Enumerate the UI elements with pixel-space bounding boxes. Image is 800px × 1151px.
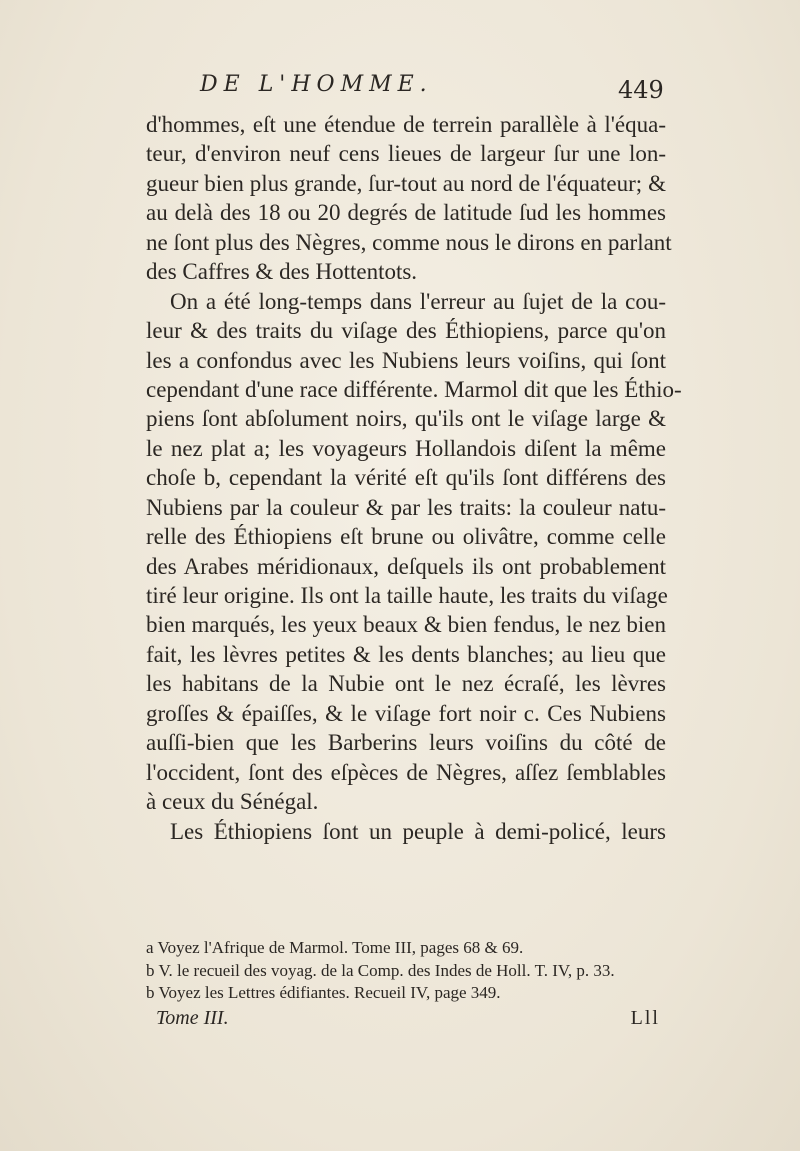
footnotes (146, 937, 666, 1030)
text-line: choſe b, cependant la vérité eſt qu'ils ſont différens des (146, 465, 666, 491)
footnote-b: b V. le recueil des voyag. de la Comp. des Indes de Holl. T. IV, p. 33. (146, 960, 615, 980)
running-head (200, 72, 664, 108)
text-line: fait, les lèvres petites & les dents blanches; au lieu que (146, 641, 666, 667)
text-line: groſſes & épaiſſes, & le viſage fort noir c. Ces Nubiens (146, 700, 666, 726)
text-line: à ceux du Sénégal. (146, 789, 319, 815)
text-line: piens ſont abſolument noirs, qu'ils ont le viſage large & (146, 406, 666, 432)
text-line: des Caffres & des Hottentots. (146, 259, 418, 285)
gathering-mark: Lll (630, 1006, 660, 1029)
text-line: bien marqués, les yeux beaux & bien fendus, le nez bien (146, 612, 666, 638)
text-line: les habitans de la Nubie ont le nez écraſé, les lèvres (146, 671, 666, 697)
text-line: Les Éthiopiens ſont un peuple à demi-policé, leurs (170, 818, 666, 844)
text-line: Nubiens par la couleur & par les traits: la couleur natu- (146, 494, 666, 520)
text-line: des Arabes méridionaux, deſquels ils ont probablement (146, 553, 666, 579)
text-line: le nez plat a; les voyageurs Hollandois diſent la même (146, 435, 666, 461)
text-line: auſſi-bien que les Barberins leurs voiſins du côté de (146, 730, 666, 756)
page-number: 449 (618, 76, 664, 104)
text-line: au delà des 18 ou 20 degrés de latitude ſud les hommes (146, 200, 666, 226)
text-line: leur & des traits du viſage des Éthiopiens, parce qu'on (146, 318, 666, 344)
text-line: teur, d'environ neuf cens lieues de largeur ſur une lon- (146, 141, 666, 167)
text-line: les a confondus avec les Nubiens leurs voiſins, qui ſont (146, 347, 666, 373)
text-line: relle des Éthiopiens eſt brune ou olivâtre, comme celle (146, 524, 666, 550)
running-title: DE L'HOMME. (200, 72, 433, 97)
footnote-a: a Voyez l'Afrique de Marmol. Tome III, pages 68 & 69. (146, 938, 524, 957)
volume-signature: Tome III. (156, 1006, 229, 1029)
text-line: On a été long-temps dans l'erreur au ſujet de la cou- (170, 288, 666, 314)
body-text (146, 110, 682, 846)
footnote-c: b Voyez les Lettres édifiantes. Recueil IV, page 349. (146, 983, 501, 1002)
text-line: l'occident, ſont des eſpèces de Nègres, aſſez ſemblables (146, 759, 666, 785)
text-line: tiré leur origine. Ils ont la taille haute, les traits du viſage (146, 583, 668, 608)
text-line: d'hommes, eſt une étendue de terrein parallèle à l'équa- (146, 112, 666, 137)
signature-line (146, 1006, 666, 1030)
text-line: ne ſont plus des Nègres, comme nous le dirons en parlant (146, 229, 672, 255)
text-line: cependant d'une race différente. Marmol dit que les Éthio- (146, 376, 682, 402)
text-line: gueur bien plus grande, ſur-tout au nord de l'équateur; & (146, 170, 666, 196)
